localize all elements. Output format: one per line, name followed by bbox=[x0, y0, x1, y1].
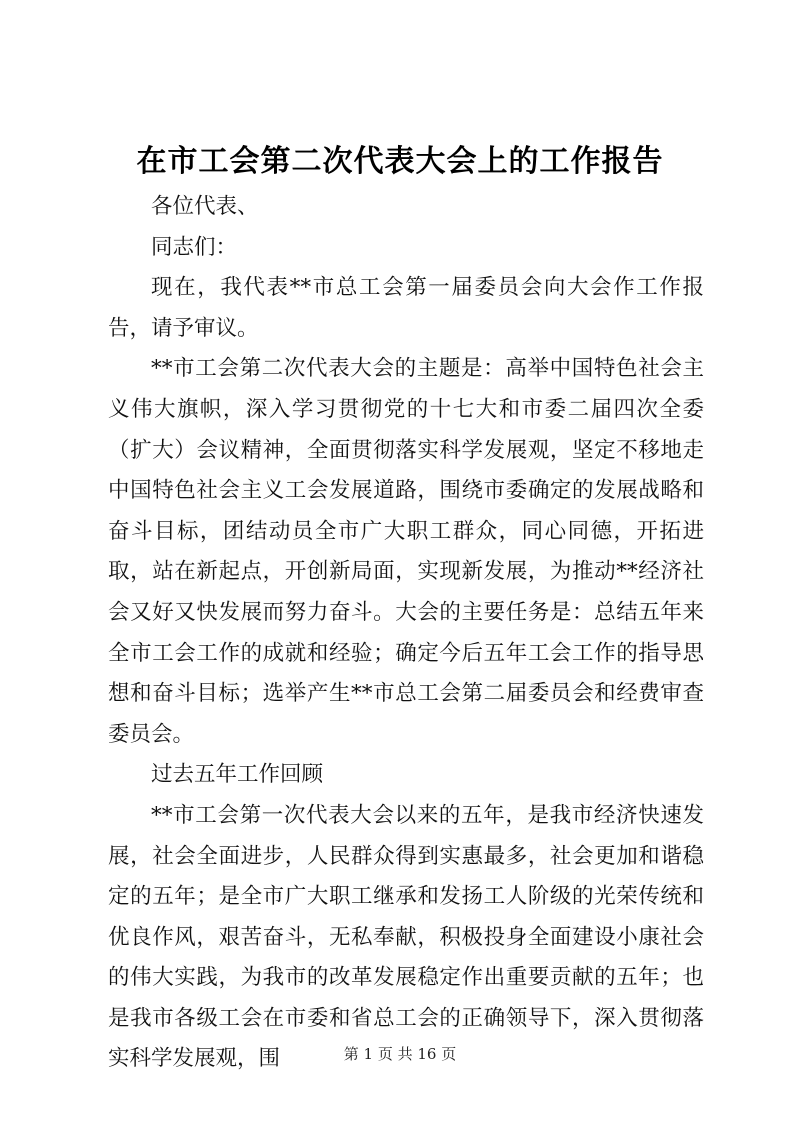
salutation-line-1: 各位代表、 bbox=[151, 194, 259, 219]
document-body bbox=[108, 187, 704, 1080]
section-heading: 过去五年工作回顾 bbox=[151, 762, 324, 788]
document-title: 在市工会第二次代表大会上的工作报告 bbox=[136, 144, 664, 179]
paragraph-review: **市工会第一次代表大会以来的五年，是我市经济快速发展，社会全面进步，人民群众得到实惠最多，社会更加和谐稳定的五年；是全市广大职工继承和发扬工人阶级的光荣传统和优良作风，艰苦奋斗，无私奉献，积极投身全面建设小康社会的伟大实践，为我市的改革发展稳定作出重要贡献的五年；也是我市各级工会在市委和省总工会的正确领导下，深入贯彻落实科学发展观，围 bbox=[108, 802, 704, 1072]
page-number-footer: 第 1 页 共 16 页 bbox=[343, 1045, 457, 1063]
salutation-line-2: 同志们： bbox=[151, 234, 238, 260]
paragraph-theme: **市工会第二次代表大会的主题是：高举中国特色社会主义伟大旗帜，深入学习贯彻党的十七大和市委二届四次全委（扩大）会议精神，全面贯彻落实科学发展观，坚定不移地走中国特色社会主义工会发展道路，围绕市委确定的发展战略和奋斗目标，团结动员全市广大职工群众，同心同德，开拓进取，站在新起点，开创新局面，实现新发展，为推动**经济社会又好又快发展而努力奋斗。大会的主要任务是：总结五年来全市工会工作的成就和经验；确定今后五年工会工作的指导思想和奋斗目标；选举产生**市总工会第二届委员会和经费审查委员会。 bbox=[108, 356, 704, 747]
paragraph-intro: 现在，我代表**市总工会第一届委员会向大会作工作报告，请予审议。 bbox=[108, 275, 704, 341]
